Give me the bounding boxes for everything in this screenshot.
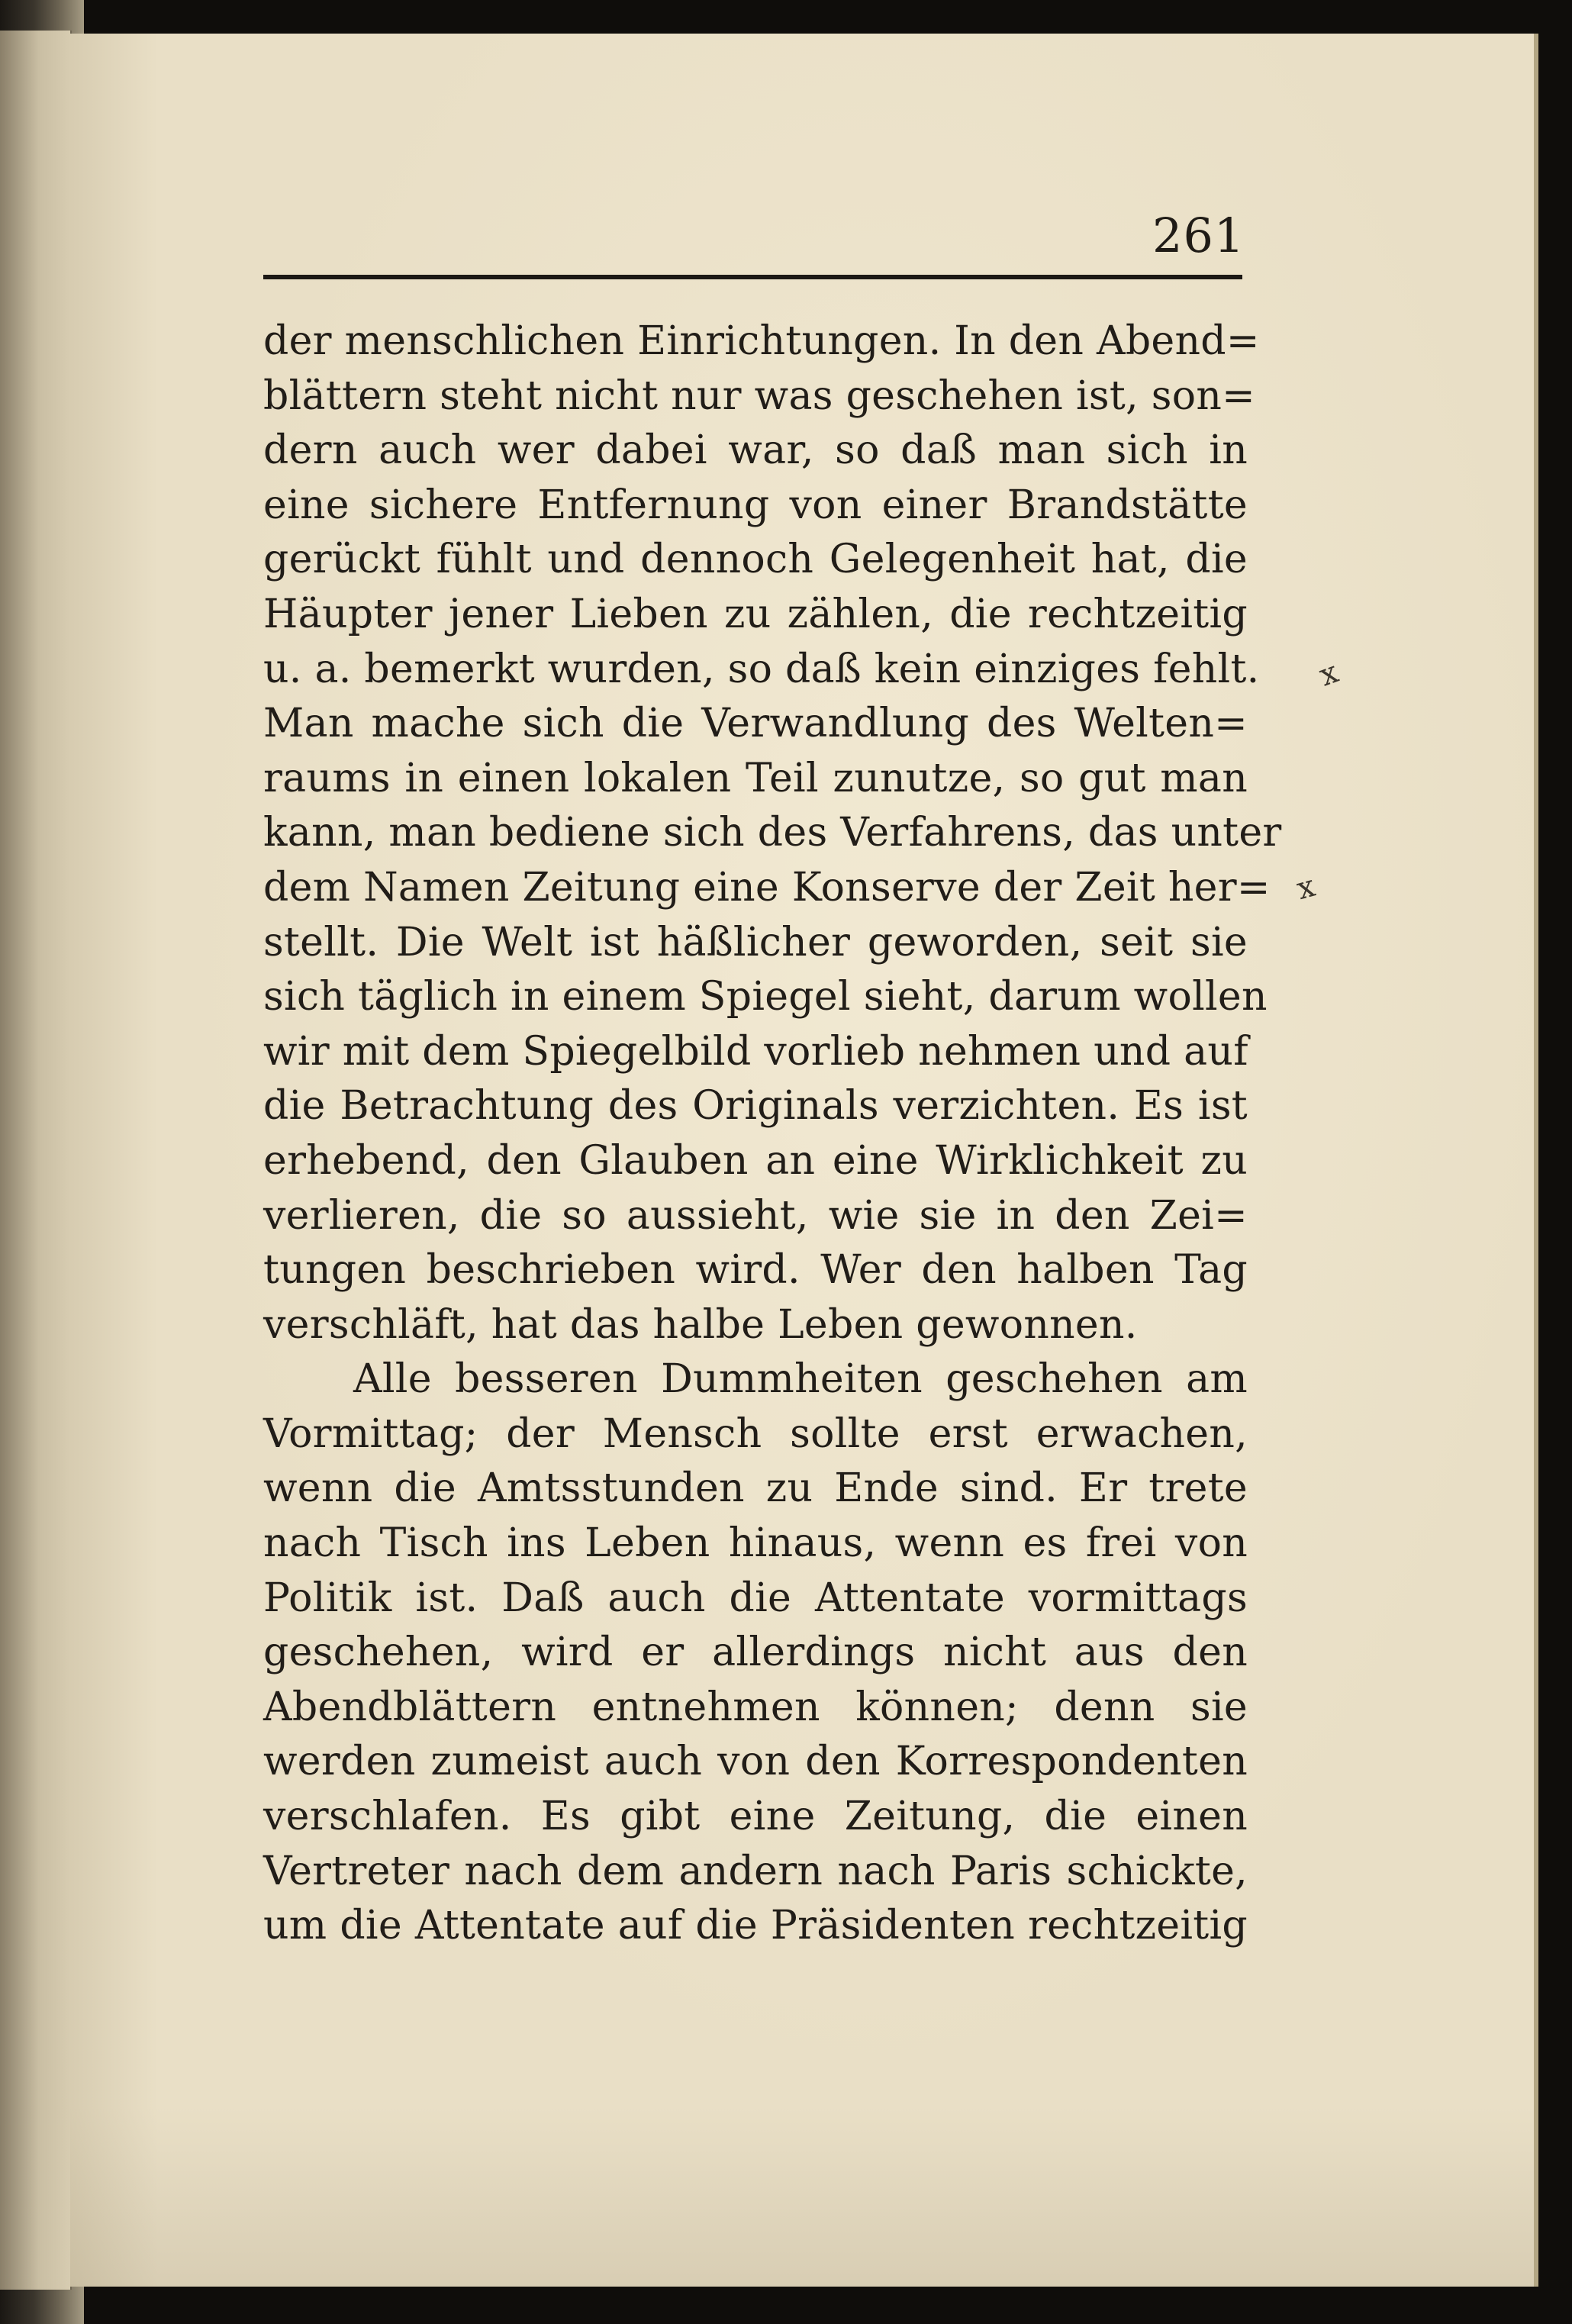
body-text [263,314,1282,1954]
text-line: sich täglich in einem Spiegel sieht, darum wollen [263,974,1268,1020]
text-line: verlieren, die so aussieht, wie sie in den Zei= [263,1192,1248,1239]
text-line: wenn die Amtsstunden zu Ende sind. Er trete [263,1465,1248,1512]
text-line: werden zumeist auch von den Korrespondenten [263,1739,1248,1785]
pencil-margin-mark: x [1293,868,1319,907]
text-line: tungen beschrieben wird. Wer den halben Tag [263,1247,1248,1294]
text-line: verschlafen. Es gibt eine Zeitung, die einen [263,1794,1248,1840]
text-line: blättern steht nicht nur was geschehen ist, son= [263,372,1256,419]
paragraph-end-line: verschläft, hat das halbe Leben gewonnen. [263,1301,1138,1348]
paragraph-start-line: Alle besseren Dummheiten geschehen am [353,1356,1248,1403]
text-line: dern auch wer dabei war, so daß man sich in [263,427,1248,474]
pencil-margin-mark: x [1314,654,1343,694]
facing-page-edge [0,31,72,2290]
text-line: stellt. Die Welt ist häßlicher geworden, seit sie [263,919,1248,965]
text-line: Politik ist. Daß auch die Attentate vormittags [263,1575,1248,1621]
text-line: wir mit dem Spiegelbild vorlieb nehmen und auf [263,1028,1248,1075]
text-line: Vertreter nach dem andern nach Paris schickte, [263,1848,1248,1894]
text-line: geschehen, wird er allerdings nicht aus den [263,1629,1248,1676]
text-line: dem Namen Zeitung eine Konserve der Zeit her= [263,864,1271,911]
text-line: raums in einen lokalen Teil zunutze, so gut man [263,755,1248,801]
text-line: eine sichere Entfernung von einer Brandstätte [263,482,1248,528]
page-number: 261 [1152,208,1245,263]
text-line: Vormittag; der Mensch sollte erst erwachen, [263,1410,1248,1457]
text-line: kann, man bediene sich des Verfahrens, das unter [263,810,1282,856]
text-line: der menschlichen Einrichtungen. In den Abend= [263,318,1260,364]
text-line: gerückt fühlt und dennoch Gelegenheit hat, die [263,537,1248,583]
text-line: Häupter jener Lieben zu zählen, die rechtzeitig [263,591,1248,637]
text-line: erhebend, den Glauben an eine Wirklichkeit zu [263,1137,1248,1184]
text-line: die Betrachtung des Originals verzichten. Es ist [263,1083,1248,1130]
header-rule [263,275,1242,279]
text-line: nach Tisch ins Leben hinaus, wenn es frei von [263,1520,1248,1567]
text-line: um die Attentate auf die Präsidenten rechtzeitig [263,1903,1248,1949]
text-line: Man mache sich die Verwandlung des Welten= [263,701,1248,747]
text-line: u. a. bemerkt wurden, so daß kein einziges fehlt. [263,646,1260,692]
text-line: Abendblättern entnehmen können; denn sie [263,1684,1248,1730]
